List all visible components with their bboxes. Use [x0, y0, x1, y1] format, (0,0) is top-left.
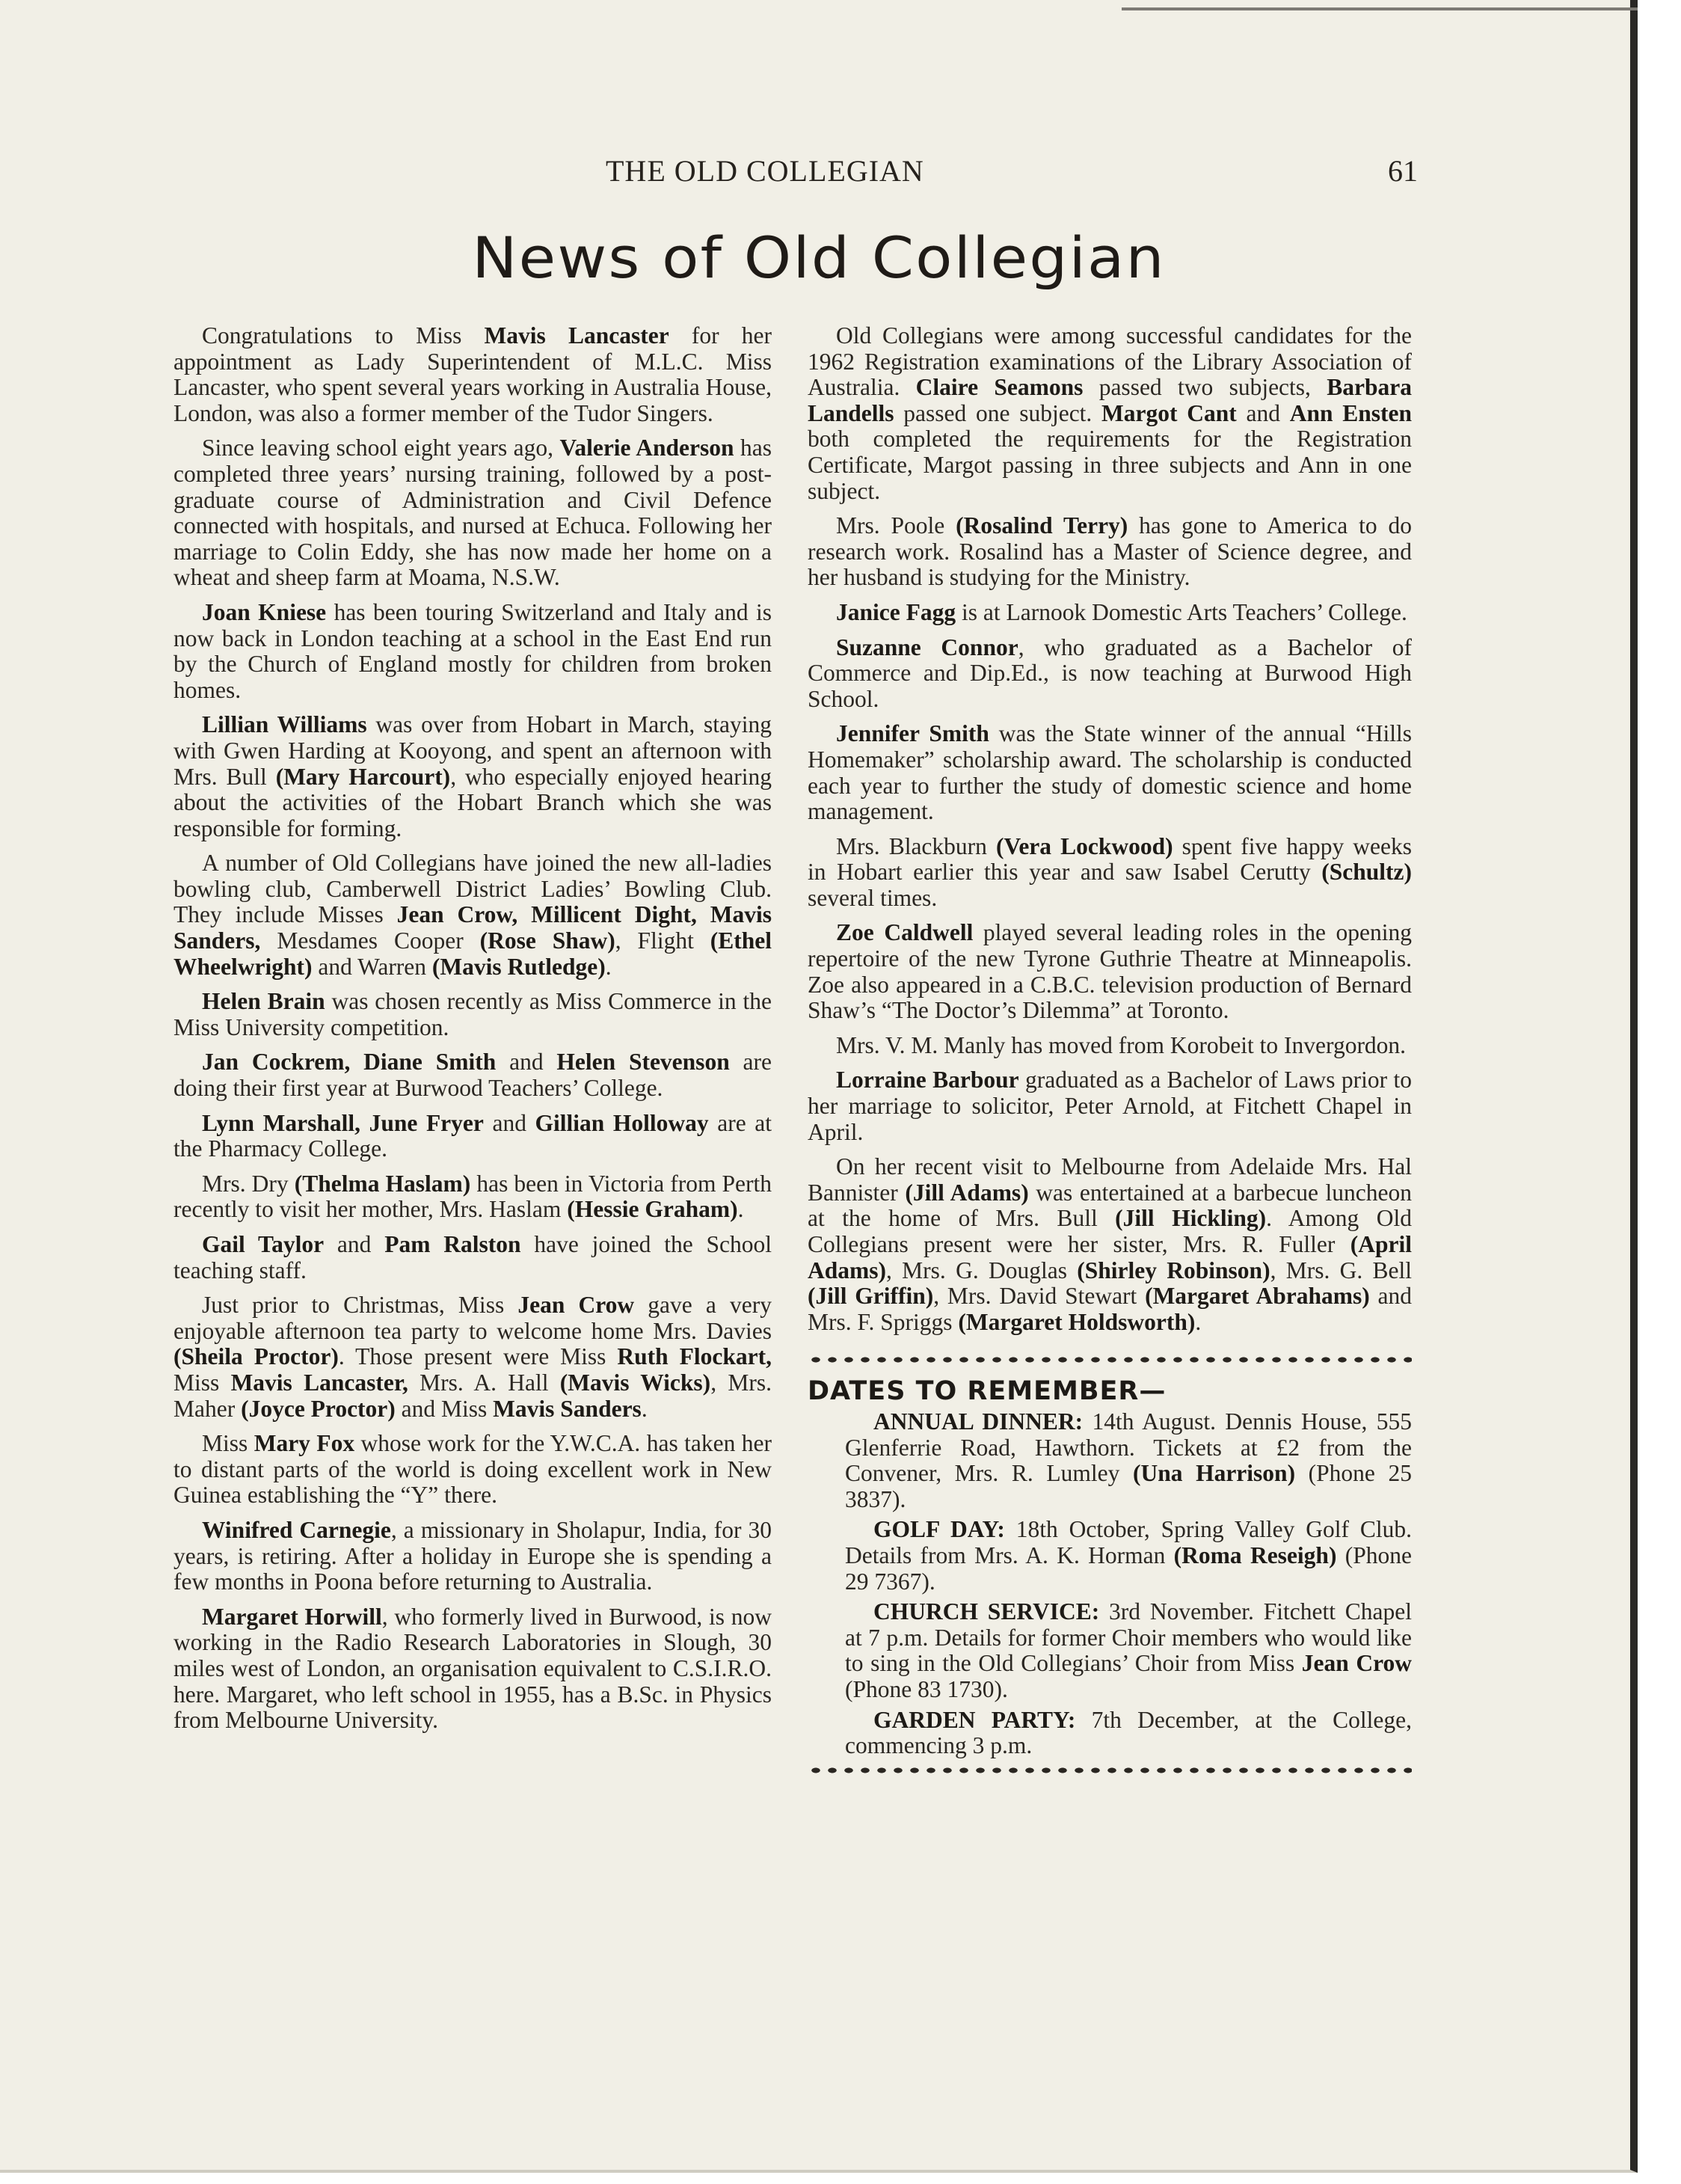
news-paragraph — [808, 600, 1412, 626]
bold-name: Lynn Marshall, June Fryer — [202, 1109, 484, 1136]
bold-name: (Sheila Proctor) — [173, 1343, 339, 1370]
news-paragraph — [173, 1292, 772, 1422]
text-run: has gone to America to do research work. Rosalind has a Master of Science degree, and her husband is studying for the Ministry. — [808, 512, 1412, 591]
bold-name: Jean Crow — [1301, 1650, 1412, 1677]
text-run: was over from Hobart in March, staying with Gwen Harding at Kooyong, and spent an afternoon with Mrs. Bull — [173, 711, 772, 790]
text-run: , Mrs. G. Bell — [1270, 1257, 1413, 1283]
news-paragraph — [173, 1232, 772, 1283]
text-run: for her appointment as Lady Superintendent of M.L.C. Miss Lancaster, who spent several years working in Australia House, London, was also a former member of the Tudor Singers. — [173, 322, 772, 426]
bold-name: GOLF DAY: — [873, 1516, 1005, 1543]
bold-name: Mary Fox — [253, 1430, 355, 1457]
bold-name: Janice Fagg — [836, 598, 956, 625]
news-paragraph — [808, 920, 1412, 1023]
news-items-right — [808, 323, 1412, 1335]
text-run: , a missionary in Sholapur, India, for 30 years, is retiring. After a holiday in Europe she is spending a few months in Poona before returning to Australia. — [173, 1516, 772, 1595]
text-run: gave a very enjoyable afternoon tea party to welcome home Mrs. Davies — [173, 1292, 772, 1344]
bold-name: (Jill Griffin) — [808, 1283, 934, 1310]
text-run: and — [324, 1231, 385, 1257]
news-paragraph — [808, 1033, 1412, 1059]
bold-name: GARDEN PARTY: — [873, 1706, 1076, 1733]
bold-name: Winifred Carnegie — [202, 1516, 391, 1543]
text-run: Mrs. V. M. Manly has moved from Korobeit to Invergordon. — [836, 1031, 1407, 1058]
text-run: and — [496, 1049, 557, 1076]
news-paragraph — [845, 1517, 1412, 1595]
bold-name: (Jill Adams) — [905, 1179, 1029, 1206]
text-run: and Warren — [312, 953, 432, 980]
news-items-left — [173, 323, 772, 1734]
bold-name: (Vera Lockwood) — [995, 832, 1173, 859]
text-run: passed two subjects, — [1083, 374, 1327, 401]
right-column — [808, 323, 1412, 1776]
text-run: . — [737, 1196, 744, 1223]
bold-name: ANNUAL DINNER: — [873, 1408, 1084, 1435]
text-run: spent five happy weeks in Hobart earlier this year and saw Isabel Cerutty — [808, 832, 1412, 886]
left-column — [173, 323, 772, 1743]
bold-name: (Jill Hickling) — [1115, 1205, 1267, 1232]
dates-section — [808, 1378, 1412, 1758]
text-run: Since leaving school eight years ago, — [202, 435, 560, 461]
text-run: Miss — [202, 1430, 254, 1457]
text-run: both completed the requirements for the Registration Certificate, Margot passing in three subjects and Ann in one subject. — [808, 426, 1412, 504]
bold-name: Lorraine Barbour — [836, 1067, 1019, 1093]
news-paragraph — [173, 1111, 772, 1162]
news-paragraph — [173, 850, 772, 980]
bold-name: (Hessie Graham) — [567, 1196, 738, 1223]
bold-name: CHURCH SERVICE: — [873, 1598, 1100, 1625]
text-run: Mrs. Dry — [202, 1170, 295, 1197]
text-run: (Phone 25 3837). — [845, 1460, 1412, 1512]
dates-list — [808, 1409, 1412, 1759]
bold-name: (Thelma Haslam) — [294, 1170, 471, 1197]
news-paragraph — [808, 1154, 1412, 1335]
dotted-divider-top — [808, 1355, 1412, 1365]
bold-name: Barbara Landells — [808, 374, 1412, 426]
text-run: , Mrs. Maher — [173, 1369, 772, 1422]
page-title: News of Old Collegian — [472, 224, 1166, 291]
bold-name: (Margaret Holdsworth) — [958, 1308, 1196, 1335]
text-run: has completed three years’ nursing training, followed by a post-graduate course of Administration and Civil Defence connected with hospitals, and nursed at Echuca. Following her marriage to Colin Eddy, she has now made her home on a wheat and sheep farm at Moama, N.S.W. — [173, 435, 772, 591]
text-run: and — [483, 1109, 535, 1136]
bold-name: Margaret Horwill — [202, 1603, 382, 1630]
bold-name: (Schultz) — [1321, 859, 1412, 886]
news-paragraph — [808, 323, 1412, 504]
bold-name: Pam Ralston — [384, 1231, 521, 1257]
bold-name: Gillian Holloway — [535, 1109, 709, 1136]
bold-name: Joan Kniese — [202, 598, 327, 625]
text-run: Mrs. A. Hall — [408, 1369, 560, 1396]
text-run: and — [1236, 399, 1290, 426]
bold-name: (Shirley Robinson) — [1077, 1257, 1270, 1283]
news-paragraph — [173, 323, 772, 426]
bold-name: (Una Harrison) — [1132, 1460, 1296, 1487]
bold-name: (April Adams) — [808, 1231, 1412, 1283]
bold-name: Claire Seamons — [915, 374, 1084, 401]
running-header — [0, 153, 1630, 198]
bold-name: Lillian Williams — [202, 711, 367, 738]
text-run: , who formerly lived in Burwood, is now working in the Radio Research Laboratories in Slough, 30 miles west of London, an organisation equivalent to C.S.I.R.O. here. Margaret, who left school in 1955, has a B.Sc. in Physics from Melbourne University. — [173, 1603, 772, 1734]
text-run: was the State winner of the annual “Hills Homemaker” scholarship award. The scholarship is conducted each year to further the study of domestic science and home management. — [808, 720, 1412, 825]
text-run: 18th October, Spring Valley Golf Club. Details from Mrs. A. K. Horman — [845, 1516, 1413, 1568]
news-paragraph — [173, 435, 772, 591]
bold-name: Suzanne Connor — [836, 634, 1018, 660]
text-run: A number of Old Collegians have joined the new all-ladies bowling club, Camberwell District Ladies’ Bowling Club. They include Misses — [173, 850, 772, 928]
text-run: has been in Victoria from Perth recently to visit her mother, Mrs. Haslam — [173, 1170, 772, 1223]
text-run: Congratulations to Miss — [202, 322, 485, 349]
text-run: . Among Old Collegians present were her sister, Mrs. R. Fuller — [808, 1205, 1412, 1257]
bold-name: (Joyce Proctor) — [241, 1395, 396, 1422]
text-run: and Mrs. F. Spriggs — [808, 1283, 1412, 1335]
news-paragraph — [845, 1599, 1412, 1702]
running-title: THE OLD COLLEGIAN — [606, 154, 924, 188]
bold-name: Helen Stevenson — [556, 1049, 730, 1076]
text-run: Old Collegians were among successful candidates for the 1962 Registration examinations of the Library Association of Australia. — [808, 322, 1412, 401]
text-run: Miss — [173, 1369, 231, 1396]
bold-name: Jean Crow, Millicent Dight, Mavis Sanders, — [173, 901, 772, 954]
news-paragraph — [173, 1604, 772, 1734]
text-run: have joined the School teaching staff. — [173, 1231, 772, 1283]
bold-name: (Rose Shaw) — [479, 927, 615, 954]
text-run: , who especially enjoyed hearing about the activities of the Hobart Branch which she was responsible for forming. — [173, 763, 772, 841]
text-run: graduated as a Bachelor of Laws prior to her marriage to solicitor, Peter Arnold, at Fitchett Chapel in April. — [808, 1067, 1412, 1145]
text-run: and Miss — [395, 1395, 494, 1422]
bold-name: (Rosalind Terry) — [956, 512, 1128, 539]
bold-name: (Roma Reseigh) — [1173, 1542, 1337, 1568]
text-run: 3rd November. Fitchett Chapel at 7 p.m. Details for former Choir members who would like to sing in the Old Collegians’ Choir from Miss — [845, 1598, 1413, 1677]
text-run: (Phone 83 1730). — [845, 1675, 1008, 1702]
text-run: passed one subject. — [894, 399, 1102, 426]
news-paragraph — [808, 635, 1412, 713]
page-number: 61 — [1388, 154, 1418, 188]
bold-name: (Margaret Abrahams) — [1145, 1283, 1370, 1310]
news-paragraph — [173, 1049, 772, 1101]
text-run: , who graduated as a Bachelor of Commerce and Dip.Ed., is now teaching at Burwood High School. — [808, 634, 1412, 712]
text-run: 14th August. Dennis House, 555 Glenferrie Road, Hawthorn. Tickets at £2 from the Convener, Mrs. R. Lumley — [845, 1408, 1413, 1487]
bold-name: Jennifer Smith — [836, 720, 989, 747]
text-run: , Flight — [615, 927, 710, 954]
bold-name: Gail Taylor — [202, 1231, 325, 1257]
news-paragraph — [173, 1171, 772, 1223]
text-run: Just prior to Christmas, Miss — [202, 1292, 518, 1319]
news-paragraph — [845, 1708, 1412, 1759]
text-run: whose work for the Y.W.C.A. has taken her to distant parts of the world is doing excellent work in New Guinea establishing the “Y” there. — [173, 1430, 772, 1509]
text-run: (Phone 29 7367). — [845, 1542, 1412, 1595]
text-run: 7th December, at the College, commencing 3 p.m. — [845, 1706, 1412, 1759]
text-run: . — [605, 953, 612, 980]
dotted-divider-bottom — [808, 1765, 1412, 1776]
bold-name: Mavis Lancaster — [484, 322, 669, 349]
news-paragraph — [173, 989, 772, 1040]
bold-name: Helen Brain — [202, 988, 325, 1015]
news-paragraph — [808, 834, 1412, 912]
news-paragraph — [173, 1518, 772, 1595]
text-run: was chosen recently as Miss Commerce in the Miss University competition. — [173, 988, 772, 1040]
text-run: Mesdames Cooper — [260, 927, 480, 954]
bold-name: (Mavis Rutledge) — [431, 953, 606, 980]
text-run: several times. — [808, 884, 938, 911]
dates-heading: DATES TO REMEMBER— — [808, 1376, 1167, 1407]
page-edge-line — [1122, 7, 1638, 10]
news-paragraph — [845, 1409, 1412, 1512]
text-run: are doing their first year at Burwood Teachers’ College. — [173, 1049, 772, 1102]
bold-name: Valerie Anderson — [559, 435, 734, 461]
news-paragraph — [808, 1067, 1412, 1145]
bold-name: Zoe Caldwell — [836, 919, 974, 946]
news-paragraph — [808, 513, 1412, 591]
text-run: Mrs. Poole — [836, 512, 956, 539]
text-run: , Mrs. David Stewart — [933, 1283, 1146, 1310]
text-run: has been touring Switzerland and Italy and is now back in London teaching at a school in the East End run by the Church of England mostly for children from broken homes. — [173, 598, 772, 703]
text-run: On her recent visit to Melbourne from Adelaide Mrs. Hal Bannister — [808, 1153, 1412, 1206]
bold-name: Ruth Flockart, — [617, 1343, 772, 1370]
bold-name: (Mavis Wicks) — [559, 1369, 711, 1396]
text-run: was entertained at a barbecue luncheon at the home of Mrs. Bull — [808, 1179, 1412, 1232]
bold-name: Margot Cant — [1101, 399, 1237, 426]
text-run: is at Larnook Domestic Arts Teachers’ College. — [956, 598, 1407, 625]
bold-name: Ann Ensten — [1289, 399, 1412, 426]
bold-name: Jean Crow — [517, 1292, 635, 1319]
text-run: played several leading roles in the opening repertoire of the new Tyrone Guthrie Theatre at Minneapolis. Zoe also appeared in a C.B.C. television production of Bernard Shaw’s “The Doctor’s Dilemma” at Toronto. — [808, 919, 1412, 1024]
bold-name: (Mary Harcourt) — [275, 763, 451, 790]
news-paragraph — [173, 712, 772, 841]
text-run: are at the Pharmacy College. — [173, 1109, 772, 1162]
bold-name: Jan Cockrem, Diane Smith — [202, 1049, 497, 1076]
text-run: . — [641, 1395, 648, 1422]
text-run: . Those present were Miss — [338, 1343, 618, 1370]
text-run: . — [1195, 1308, 1202, 1335]
news-paragraph — [808, 721, 1412, 824]
bold-name: (Ethel Wheelwright) — [173, 927, 772, 980]
bold-name: Mavis Lancaster, — [230, 1369, 408, 1396]
text-run: , Mrs. G. Douglas — [886, 1257, 1078, 1283]
news-paragraph — [173, 600, 772, 703]
bold-name: Mavis Sanders — [493, 1395, 642, 1422]
text-run: Mrs. Blackburn — [836, 832, 996, 859]
news-paragraph — [173, 1431, 772, 1509]
